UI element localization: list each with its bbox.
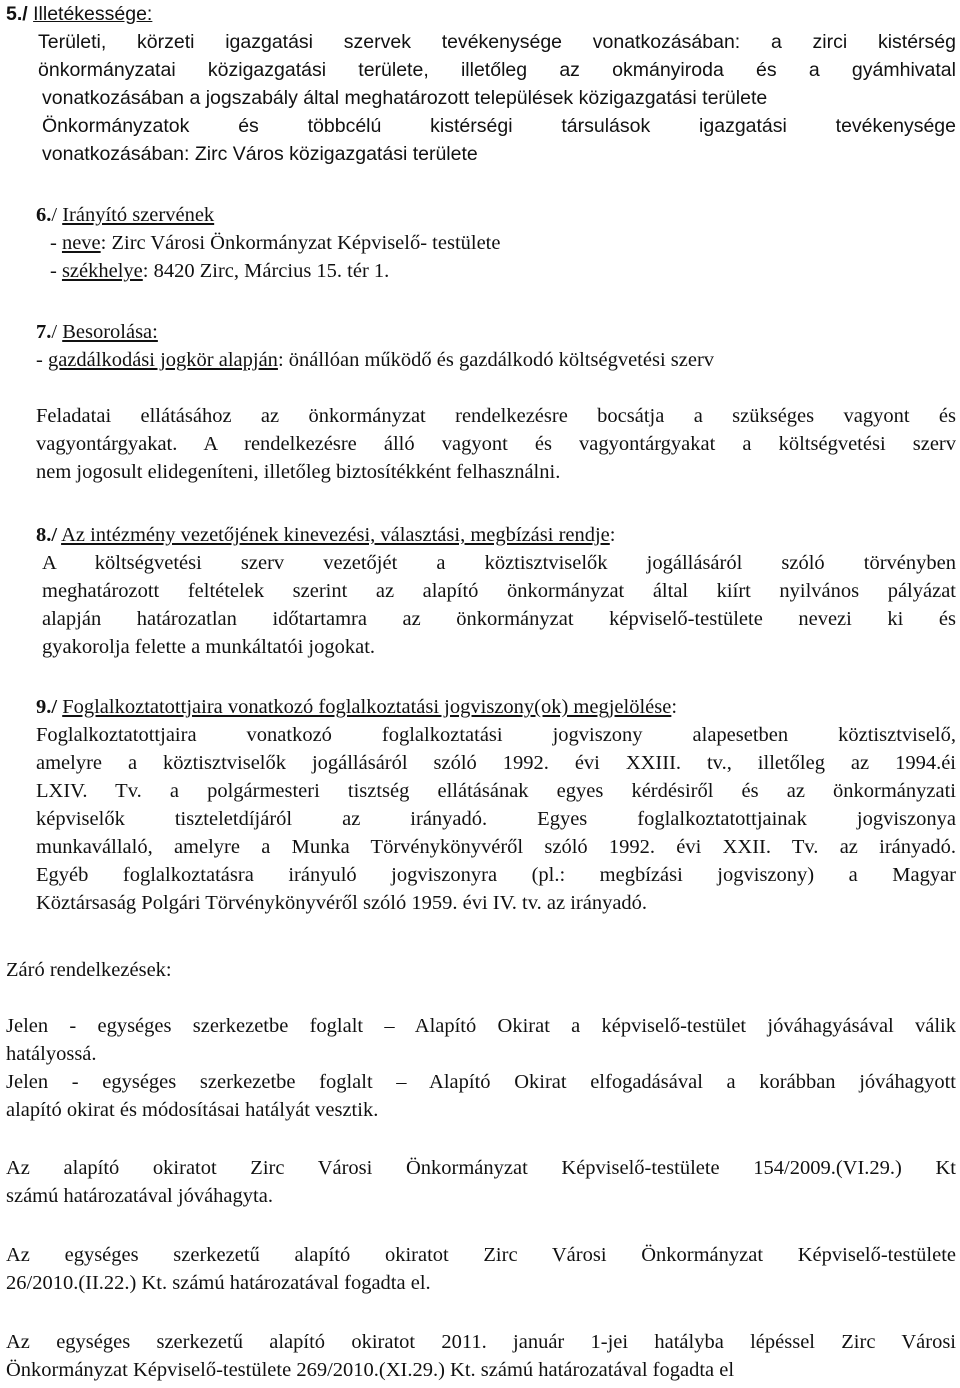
closing-provisions — [6, 956, 956, 1384]
section-9-line: LXIV. Tv. a polgármesteri tisztség ellátásának egyes kérdésiről és az önkormányzati — [36, 780, 956, 802]
section-9-line: Egyéb foglalkoztatásra irányuló jogviszonyra (pl.: megbízási jogviszony) a Magyar — [36, 864, 956, 886]
section-7-line: Feladatai ellátásához az önkormányzat rendelkezésre bocsátja a szükséges vagyont és — [36, 405, 956, 427]
section-5-line: vonatkozásában a jogszabály által meghatározott települések közigazgatási területe — [42, 87, 768, 109]
section-8-line: meghatározott feltételek szerint az alapító önkormányzat által kiírt nyilvános pályázat — [42, 580, 956, 602]
section-9-line: munkavállaló, amelyre a Munka Törvénykönyvéről szóló 1992. évi XXII. Tv. az irányadó. — [36, 836, 956, 858]
section-9-line: képviselők tiszteletdíjáról az irányadó. Egyes foglalkoztatottjainak jogviszonya — [36, 808, 956, 830]
section-6-heading: 6./ Irányító szervének — [36, 204, 215, 226]
closing-paragraph-line: hatályossá. — [6, 1043, 97, 1065]
closing-paragraph-line: Jelen - egységes szerkezetbe foglalt – Alapító Okirat elfogadásával a korábban jóváhagyott — [6, 1071, 956, 1093]
section-5-line: Területi, körzeti igazgatási szervek tevékenysége vonatkozásában: a zirci kistérség — [38, 31, 956, 53]
section-7-line: vagyontárgyakat. A rendelkezésre álló vagyont és vagyontárgyakat a költségvetési szerv — [36, 433, 956, 455]
section-8-line: alapján határozatlan időtartamra az önkormányzat képviselő-testülete nevezi ki és — [42, 608, 956, 630]
section-5-line: vonatkozásában: Zirc Város közigazgatási területe — [42, 143, 478, 165]
section-6 — [36, 201, 936, 285]
section-8-line: gyakorolja felette a munkáltatói jogokat. — [42, 636, 376, 658]
section-7-line: nem jogosult elidegeníteni, illetőleg biztosítékként felhasználni. — [36, 461, 561, 483]
section-9-line: Köztársaság Polgári Törvénykönyvéről szóló 1959. évi IV. tv. az irányadó. — [36, 892, 648, 914]
closing-paragraph-line: alapító okirat és módosításai hatályát vesztik. — [6, 1099, 379, 1121]
section-6-name: - neve: Zirc Városi Önkormányzat Képviselő- testülete — [50, 232, 501, 254]
section-7-basis: - gazdálkodási jogkör alapján: önállóan működő és gazdálkodó költségvetési szerv — [36, 349, 715, 371]
section-8 — [36, 521, 956, 661]
section-5-heading: 5./ Illetékessége: — [6, 3, 153, 25]
section-8-line: A költségvetési szerv vezetőjét a köztisztviselők jogállásáról szóló törvényben — [42, 552, 956, 574]
section-5-line: Önkormányzatok és többcélú kistérségi társulások igazgatási tevékenysége — [42, 115, 956, 137]
closing-paragraph-line: Az egységes szerkezetű alapító okiratot Zirc Városi Önkormányzat Képviselő-testülete — [6, 1244, 956, 1266]
section-5-line: önkormányzatai közigazgatási területe, illetőleg az okmányiroda és a gyámhivatal — [38, 59, 956, 81]
section-9-line: Foglalkoztatottjaira vonatkozó foglalkoztatási jogviszony alapesetben köztisztviselő, — [36, 724, 956, 746]
closing-paragraph-line: Önkormányzat Képviselő-testülete 269/2010.(XI.29.) Kt. számú határozatával fogadta el — [6, 1359, 735, 1381]
closing-heading: Záró rendelkezések: — [6, 959, 172, 981]
section-7 — [36, 318, 956, 486]
closing-paragraph-line: Az egységes szerkezetű alapító okiratot 2011. január 1-jei hatályba lépéssel Zirc Városi — [6, 1331, 956, 1353]
section-9 — [36, 693, 956, 917]
closing-paragraph-line: Az alapító okiratot Zirc Városi Önkormányzat Képviselő-testülete 154/2009.(VI.29.) Kt — [6, 1157, 956, 1179]
section-8-heading: 8./ Az intézmény vezetőjének kinevezési, választási, megbízási rendje: — [36, 524, 616, 546]
section-5 — [6, 0, 956, 168]
closing-paragraph-line: Jelen - egységes szerkezetbe foglalt – Alapító Okirat a képviselő-testület jóváhagyásával válik — [6, 1015, 956, 1037]
closing-paragraph-line: számú határozatával jóváhagyta. — [6, 1185, 273, 1207]
section-6-seat: - székhelye: 8420 Zirc, Március 15. tér 1. — [50, 260, 390, 282]
section-9-heading: 9./ Foglalkoztatottjaira vonatkozó foglalkoztatási jogviszony(ok) megjelölése: — [36, 696, 678, 718]
section-9-line: amelyre a köztisztviselők jogállásáról szóló 1992. évi XXIII. tv., illetőleg az 1994.éi — [36, 752, 956, 774]
closing-paragraph-line: 26/2010.(II.22.) Kt. számú határozatával fogadta el. — [6, 1272, 431, 1294]
section-7-heading: 7./ Besorolása: — [36, 321, 158, 343]
